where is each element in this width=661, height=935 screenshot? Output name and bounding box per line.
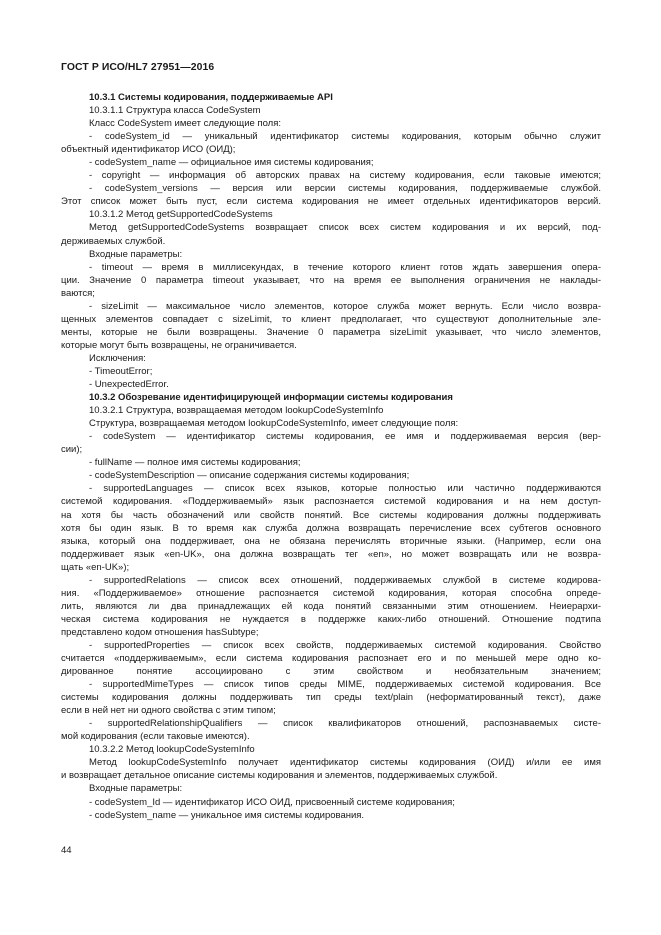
text-line: которые могут быть возвращены, не ограничивается. [61,339,297,351]
text-line: ческая система кодирования не нуждается в поддержке каких-либо отношений. Отношение подтипа [61,613,601,625]
text-line: - sizeLimit — максимальное число элементов, которое служба может вернуть. Если число возвра- [89,300,601,312]
standard-header: ГОСТ Р ИСО/HL7 27951—2016 [61,62,215,73]
text-line: - UnexpectedError. [89,379,169,391]
text-line: - codeSystem_Id — идентификатор ИСО ОИД, присвоенный системе кодирования; [89,796,455,808]
text-line: 10.3.1.2 Метод getSupportedCodeSystems [89,209,273,221]
text-line: держиваемых службой. [61,235,166,247]
text-line: мой кодирования (если таковые имеются). [61,731,250,743]
text-line: хотя бы один язык. В то время как служба должна возвращать перечисление всех субтегов основного [61,522,601,534]
text-line: ваются; [61,287,95,299]
text-line: считается «поддерживаемым», если система кодирования распознает его и по меньшей мере одно ко- [61,653,601,665]
text-line: ции. Значение 0 параметра timeout указывает, что на время ее выполнения ограничения не наклады- [61,274,601,286]
text-line: - codeSystem_name — уникальное имя системы кодирования. [89,809,365,821]
text-line: языка, который она поддерживает, она не обязана перечислять вторичные языки. (Например, если она [61,535,601,547]
text-line: - codeSystem_versions — версия или версии системы кодирования, поддерживаемые службой. [89,183,601,195]
text-line: - codeSystem — идентификатор системы кодирования, ее имя и поддерживаемая версия (вер- [89,431,601,443]
text-line: - supportedMimeTypes — список типов среды MIME, поддерживаемых системой кодирования. Все [89,679,601,691]
text-line: лить, являются ли два принадлежащих ей кода понятий связанными этим отношением. Неиерархи- [61,600,601,612]
text-line: - codeSystemDescription — описание содержания системы кодирования; [89,470,410,482]
text-line: - supportedProperties — список всех свойств, поддерживаемых системой кодирования. Свойство [89,639,601,651]
text-line: ния. «Поддерживаемое» отношение распознается системой кодирования, которая способна опреде- [61,587,601,599]
text-line: Структура, возвращаемая методом lookupCodeSystemInfo, имеет следующие поля: [89,418,459,430]
text-line: - supportedRelationshipQualifiers — список квалификаторов отношений, распознаваемых систе- [89,718,601,730]
text-line: на хотя бы часть обозначений или свойств понятий. Все системы кодирования должны поддерживать [61,509,601,521]
text-line: Входные параметры: [89,248,183,260]
text-line: щать «en-UK»); [61,561,130,573]
text-line: - timeout — время в миллисекундах, в течение которого клиент готов ждать завершения опера- [89,261,601,273]
text-line: 10.3.2.1 Структура, возвращаемая методом lookupCodeSystemInfo [89,405,384,417]
text-line: объектный идентификатор ИСО (ОИД); [61,144,236,156]
text-line: Входные параметры: [89,783,183,795]
text-line: Исключения: [89,352,146,364]
text-line: - supportedRelations — список всех отношений, поддерживаемых службой в системе кодирова- [89,574,601,586]
text-line: если в ней нет ни одного свойства с этим типом; [61,705,276,717]
document-body [61,91,601,822]
text-line: щенных элементов совпадает с sizeLimit, то клиент предполагает, что существуют дополнительные эле- [61,313,601,325]
text-line: представлено кодом отношения hasSubtype; [61,626,259,638]
text-line: 10.3.2.2 Метод lookupCodeSystemInfo [89,744,255,756]
text-line: Этот список может быть пуст, если система кодирования не имеет отдельных идентификаторов версий. [61,196,601,208]
text-line: системы кодирования должны поддерживать тип среды text/plain (неформатированный текст), даже [61,692,601,704]
text-line: - copyright — информация об авторских правах на систему кодирования, если таковые имеются; [89,170,601,182]
page-number: 44 [61,845,72,856]
text-line: Метод lookupCodeSystemInfo получает идентификатор системы кодирования (ОИД) и/или ее имя [89,757,601,769]
section-heading-line: 10.3.2 Обозревание идентифицирующей информации системы кодирования [89,392,453,404]
text-line: Класс CodeSystem имеет следующие поля: [89,118,281,130]
text-line: и возвращает детальное описание системы кодирования и элементов, поддерживаемых службой. [61,770,498,782]
text-line: - supportedLanguages — список всех языков, которые полностью или частично поддерживаются [89,483,601,495]
text-line: - codeSystem_id — уникальный идентификатор системы кодирования, которым обычно служит [89,131,601,143]
section-heading-line: 10.3.1 Системы кодирования, поддерживаемые API [89,92,333,103]
text-line: - fullName — полное имя системы кодирования; [89,457,301,469]
text-line: дированное понятие ассоциировано с этим свойством и необязательным значением; [61,666,601,678]
text-line: сии); [61,444,83,456]
text-line: 10.3.1.1 Структура класса CodeSystem [89,105,261,117]
text-line: системой кодирования. «Поддерживаемый» язык распознается системой кодирования и на нем доступ- [61,496,601,508]
text-line: - codeSystem_name — официальное имя системы кодирования; [89,157,374,169]
text-line: менты, которые не были возвращены. Значение 0 параметра sizeLimit указывает, что число элементов, [61,326,601,338]
text-line: Метод getSupportedCodeSystems возвращает список всех систем кодирования и их версий, под- [89,222,601,234]
text-line: - TimeoutError; [89,365,153,377]
text-line: поддерживает язык «en-UK», она должна возвращать тег «en», но может возвращать или не возвра- [61,548,601,560]
